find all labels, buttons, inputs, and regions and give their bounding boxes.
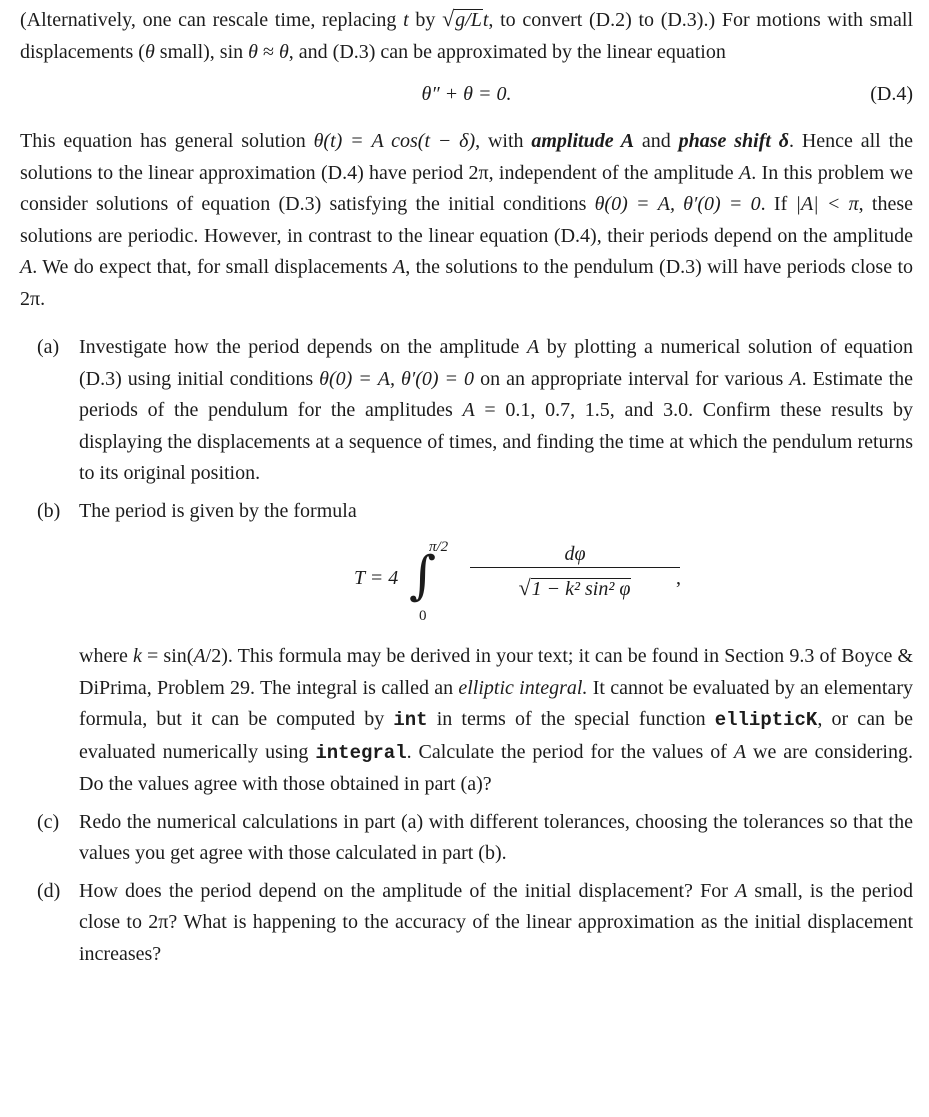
item-text: It cannot be evaluated by an elementary formula, but it can be computed by — [79, 676, 913, 730]
equation-expression: θ″ + θ = 0. — [421, 83, 512, 105]
intro-paragraph — [20, 3, 913, 68]
formula-lhs: T = 4 — [354, 567, 399, 589]
intro-text: , and (D.3) can be approximated by the linear equation — [288, 40, 726, 63]
integral-upper-limit: π/2 — [429, 539, 449, 555]
sqrt-body: 1 − k² sin² φ — [531, 578, 631, 600]
integrand-denominator — [470, 572, 680, 606]
code-ellipticK: ellipticK — [714, 709, 818, 731]
math-t: t — [482, 9, 489, 31]
math-theta: θ — [248, 40, 258, 63]
exercise-list — [20, 332, 913, 970]
math-A: A — [733, 740, 747, 763]
item-text: The period is given by the formula — [79, 499, 357, 522]
formula-comma: , — [676, 567, 681, 589]
item-label: (a) — [37, 336, 60, 358]
item-text: small, is the period close to 2π? What is happening to the accuracy of the linear approximation as the initial displacement increases? — [79, 879, 913, 965]
math-A: A — [193, 645, 206, 667]
item-text: by plotting a numerical solution of equation (D.3) using initial conditions — [79, 336, 913, 390]
item-text: where — [79, 645, 133, 667]
math-A: A — [735, 879, 748, 902]
intro-text: ≈ — [257, 40, 279, 63]
item-label: (d) — [37, 879, 61, 902]
integral-lower-limit: 0 — [419, 608, 427, 624]
code-integral: integral — [315, 741, 407, 764]
math-theta: θ — [144, 40, 155, 63]
para-text: . In this problem we consider solutions of equation (D.3) satisfying the initial conditions — [20, 161, 913, 215]
para-text: , with — [475, 130, 532, 152]
math-k: k — [133, 645, 142, 667]
item-text: = 0.1, 0.7, 1.5, and 3.0. Confirm these results by displaying the displacements at a sequence of times, and finding the time at which the pendulum returns to its original position. — [79, 399, 913, 484]
sqrt-sign: √ — [442, 6, 455, 31]
integrand-numerator: dφ — [564, 543, 586, 565]
intro-text: , to convert (D.2) to (D.3).) For motions with small displacements ( — [20, 9, 914, 63]
exercise-item-b — [20, 496, 913, 801]
para-text: This equation has general solution — [20, 130, 314, 152]
item-text: in terms of the special function — [427, 708, 715, 730]
para-text: . Hence all the solutions to the linear approximation (D.4) have period 2π, independent of the amplitude — [20, 130, 914, 184]
term-phase-shift: phase shift δ — [678, 130, 789, 152]
general-solution-paragraph — [20, 126, 913, 315]
math-initial-conditions: θ(0) = A, θ′(0) = 0 — [319, 367, 475, 390]
math-A: A — [393, 256, 406, 278]
item-text: we are considering. Do the values agree with those obtained in part (a)? — [79, 740, 913, 795]
item-label: (b) — [37, 499, 61, 522]
item-text: /2). This formula may be derived in your text; it can be found in Section 9.3 of Boyce & DiPrima, Problem 29. The integral is called an — [79, 645, 914, 699]
item-text: Investigate how the period depends on the amplitude — [79, 336, 527, 358]
term-amplitude: amplitude A — [531, 130, 635, 152]
exercise-item-a — [20, 332, 913, 490]
math-A: A — [789, 367, 802, 390]
equation-number: (D.4) — [870, 83, 913, 105]
math-A: A — [462, 399, 475, 421]
math-t: t — [403, 9, 409, 31]
exercise-item-c — [20, 807, 913, 870]
intro-text: small), sin — [154, 40, 249, 63]
sqrt-sign: √ — [518, 575, 531, 600]
term-elliptic-integral: elliptic integral. — [458, 676, 588, 699]
math-A: A — [20, 256, 33, 278]
item-text: . Estimate the periods of the pendulum for the amplitudes — [79, 367, 914, 421]
math-theta: θ — [278, 40, 289, 63]
code-int: int — [393, 709, 428, 731]
para-text: , the solutions to the pendulum (D.3) will have periods close to 2π. — [20, 256, 913, 310]
para-text: . We do expect that, for small displacements — [32, 256, 394, 278]
intro-text: by — [408, 9, 443, 31]
math-A: A — [739, 161, 752, 184]
para-text: , these solutions are periodic. However, in contrast to the linear equation (D.4), their periods depend on the amplitude — [20, 193, 914, 247]
math-A: A — [526, 336, 540, 358]
math-initial-conditions: θ(0) = A, θ′(0) = 0 — [594, 193, 761, 215]
sqrt-body: g/L — [455, 9, 482, 31]
item-text: How does the period depend on the amplitude of the initial displacement? For — [79, 879, 736, 902]
para-text: and — [634, 130, 679, 152]
item-text: , or can be evaluated numerically using — [79, 708, 914, 763]
item-text: = sin( — [141, 645, 194, 667]
math-solution: θ(t) = A cos(t − δ) — [313, 130, 476, 152]
period-formula — [79, 529, 913, 637]
integrand-fraction — [470, 539, 680, 606]
intro-text: (Alternatively, one can rescale time, replacing — [20, 9, 404, 31]
equation-d4 — [20, 75, 913, 119]
item-text: Redo the numerical calculations in part (a) with different tolerances, choosing the tolerances so that the values you get agree with those calculated in part (b). — [79, 810, 913, 864]
elliptic-integral-formula — [354, 529, 694, 637]
math-abs-a: |A| < π — [795, 193, 859, 215]
fraction-bar — [470, 567, 680, 568]
item-text: . Calculate the period for the values of — [406, 740, 734, 763]
para-text: . If — [760, 193, 796, 215]
item-label: (c) — [37, 810, 60, 833]
item-text: on an appropriate interval for various — [474, 367, 790, 390]
integral-sign: ∫ — [409, 546, 437, 606]
exercise-item-d — [20, 876, 913, 971]
